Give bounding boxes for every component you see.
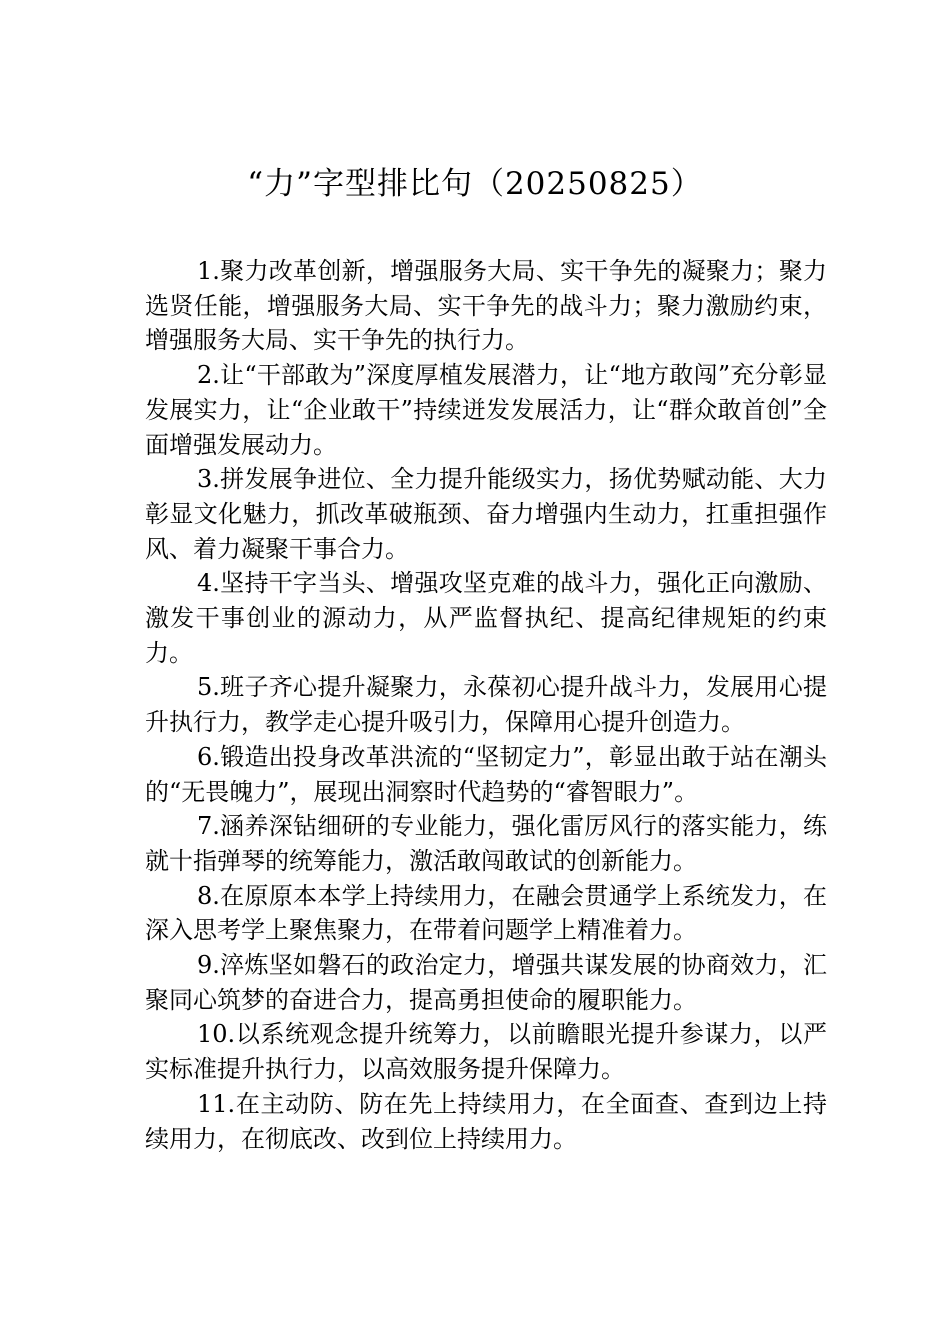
paragraph-9: 9.淬炼坚如磐石的政治定力，增强共谋发展的协商效力，汇聚同心筑梦的奋进合力，提高勇担使命的履职能力。 [145, 951, 827, 1014]
paragraph-1: 1.聚力改革创新，增强服务大局、实干争先的凝聚力；聚力选贤任能，增强服务大局、实干争先的战斗力；聚力激励约束，增强服务大局、实干争先的执行力。 [145, 257, 827, 355]
paragraph-4: 4.坚持干字当头、增强攻坚克难的战斗力，强化正向激励、激发干事创业的源动力，从严监督执纪、提高纪律规矩的约束力。 [145, 569, 827, 667]
paragraph-3: 3.拼发展争进位、全力提升能级实力，扬优势赋动能、大力彰显文化魅力，抓改革破瓶颈、奋力增强内生动力，扛重担强作风、着力凝聚干事合力。 [145, 465, 827, 563]
paragraph-7: 7.涵养深钻细研的专业能力，强化雷厉风行的落实能力，练就十指弹琴的统筹能力，激活敢闯敢试的创新能力。 [145, 812, 827, 875]
paragraph-2: 2.让“干部敢为”深度厚植发展潜力，让“地方敢闯”充分彰显发展实力，让“企业敢干”持续迸发发展活力，让“群众敢首创”全面增强发展动力。 [145, 361, 827, 459]
paragraph-10: 10.以系统观念提升统筹力，以前瞻眼光提升参谋力，以严实标准提升执行力，以高效服务提升保障力。 [145, 1020, 827, 1084]
paragraph-5: 5.班子齐心提升凝聚力，永葆初心提升战斗力，发展用心提升执行力，教学走心提升吸引力，保障用心提升创造力。 [145, 673, 827, 737]
paragraph-8: 8.在原原本本学上持续用力，在融会贯通学上系统发力，在深入思考学上聚焦聚力，在带着问题学上精准着力。 [145, 881, 827, 945]
document-title: “力”字型排比句（20250825） [247, 166, 703, 202]
paragraph-6: 6.锻造出投身改革洪流的“坚韧定力”，彰显出敢于站在潮头的“无畏魄力”，展现出洞察时代趋势的“睿智眼力”。 [145, 742, 827, 806]
paragraph-11: 11.在主动防、防在先上持续用力，在全面查、查到边上持续用力，在彻底改、改到位上持续用力。 [145, 1089, 827, 1153]
document-body [145, 254, 827, 1156]
